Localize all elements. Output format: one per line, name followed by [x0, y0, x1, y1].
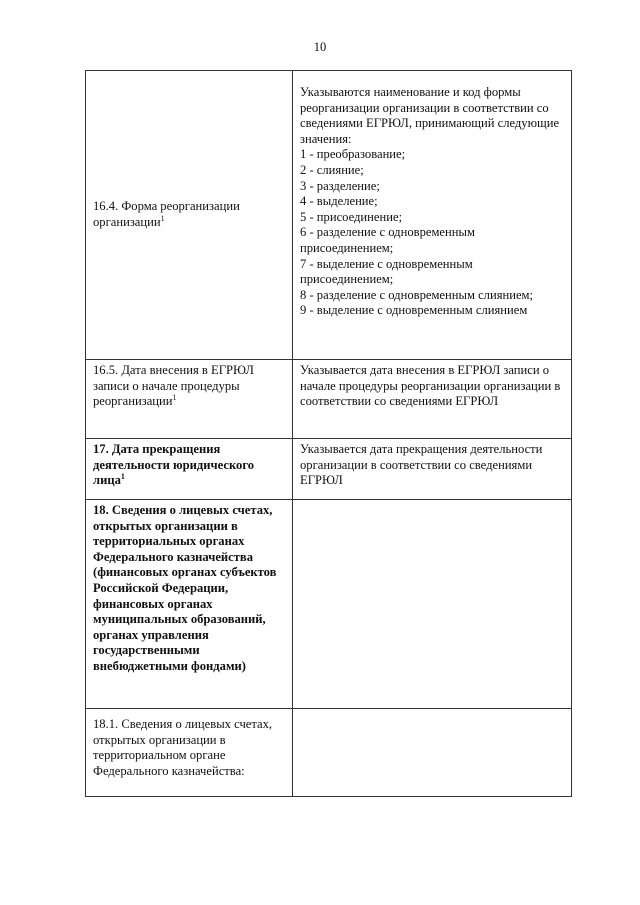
empty-description-cell — [293, 709, 572, 797]
section-heading: 17. Дата прекращения деятельности юридического лица — [93, 442, 255, 488]
page-number: 10 — [313, 40, 327, 54]
field-name-cell — [86, 360, 293, 439]
table-row — [86, 360, 572, 439]
table-row — [86, 500, 572, 709]
field-name-cell — [86, 709, 293, 797]
section-heading-cell — [86, 500, 293, 709]
footnote-marker: 1 — [120, 472, 125, 481]
field-description-cell — [293, 71, 572, 360]
field-description-cell — [293, 360, 572, 439]
document-table — [85, 70, 572, 797]
field-name: 16.5. Дата внесения в ЕГРЮЛ записи о начале процедуры реорганизации — [93, 363, 254, 409]
list-item: 4 - выделение; — [300, 194, 378, 209]
footnote-marker: 1 — [160, 213, 165, 223]
table-row — [86, 71, 572, 360]
list-item: 3 - разделение; — [300, 178, 380, 193]
list-item: 2 - слияние; — [300, 162, 364, 177]
field-description: Указывается дата внесения в ЕГРЮЛ записи о начале процедуры реорганизации организации в соответствии со сведениями ЕГРЮЛ — [300, 363, 561, 409]
section-heading: 18. Сведения о лицевых счетах, открытых организации в территориальных органах Федерального казначейства (финансовых органах субъектов Российской Федерации, финансовых органах муниципальных образований, органах управления государственными внебюджетными фондами) — [93, 503, 277, 673]
list-item: 8 - разделение с одновременным слиянием; — [300, 287, 534, 302]
field-name: 16.4. Форма реорганизации организации — [93, 198, 240, 229]
list-item: 7 - выделение с одновременным присоединением; — [300, 256, 473, 287]
field-description: Указывается дата прекращения деятельности организации в соответствии со сведениями ЕГРЮЛ — [300, 442, 543, 488]
section-heading-cell — [86, 439, 293, 500]
footnote-marker: 1 — [172, 393, 177, 402]
description-intro: Указываются наименование и код формы реорганизации организации в соответствии со сведениями ЕГРЮЛ, принимающий следующие значения: — [300, 85, 560, 146]
table-row — [86, 709, 572, 797]
field-description-cell — [293, 439, 572, 500]
field-name: 18.1. Сведения о лицевых счетах, открытых организации в территориальном органе Федерального казначейства: — [93, 717, 273, 778]
list-item: 5 - присоединение; — [300, 209, 403, 224]
field-name-cell — [86, 71, 293, 360]
list-item: 1 - преобразование; — [300, 147, 406, 162]
list-item: 9 - выделение с одновременным слиянием — [300, 303, 528, 318]
empty-description-cell — [293, 500, 572, 709]
list-item: 6 - разделение с одновременным присоединением; — [300, 225, 475, 255]
table-row — [86, 439, 572, 500]
